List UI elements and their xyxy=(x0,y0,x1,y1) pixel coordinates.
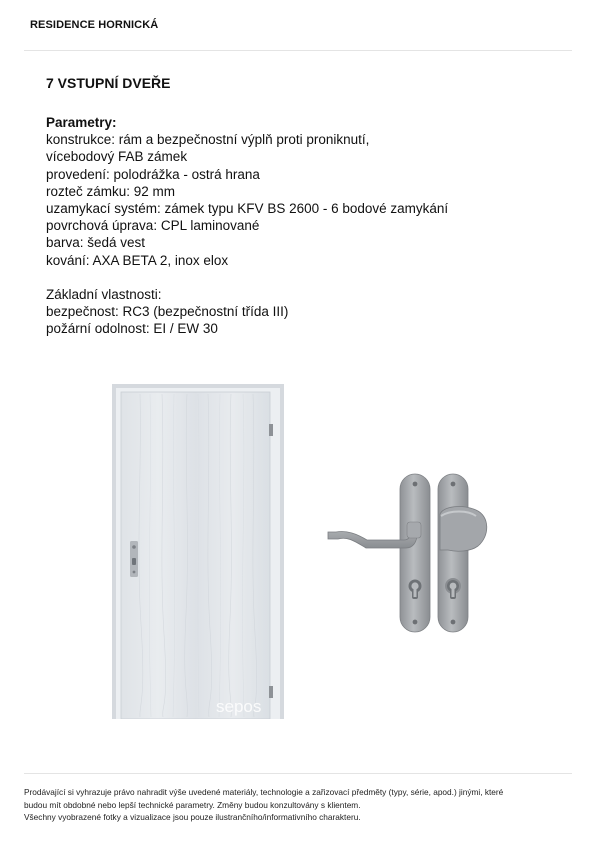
parameters-heading: Parametry: xyxy=(46,115,117,130)
door-watermark: sepos xyxy=(216,697,262,716)
parameter-line: povrchová úprava: CPL laminované xyxy=(46,218,260,234)
parameter-line: uzamykací systém: zámek typu KFV BS 2600 - 6 bodové zamykání xyxy=(46,201,449,217)
parameter-line: barva: šedá vest xyxy=(46,235,146,251)
section-title: 7 VSTUPNÍ DVEŘE xyxy=(46,75,171,91)
handle-plate-right xyxy=(438,474,468,632)
parameter-line: konstrukce: rám a bezpečnostní výplň proti proniknutí, xyxy=(46,132,370,148)
disclaimer-line: budou mít obdobné nebo lepší technické parametry. Změny budou konzultovány s klientem. xyxy=(24,799,361,810)
disclaimer-line: Prodávající si vyhrazuje právo nahradit výše uvedené materiály, technologie a zařizovací předměty (typy, série, apod.) jinými, které xyxy=(24,787,504,797)
properties-block xyxy=(46,286,288,338)
document-header-title: RESIDENCE HORNICKÁ xyxy=(30,19,159,31)
handle-plate-left xyxy=(400,474,430,632)
parameter-line: kování: AXA BETA 2, inox elox xyxy=(46,252,229,268)
door-hinge xyxy=(269,424,273,436)
parameter-line: rozteč zámku: 92 mm xyxy=(46,183,176,199)
header-divider xyxy=(24,50,572,51)
footer-disclaimer xyxy=(24,786,576,824)
parameter-line: provedení: polodrážka - ostrá hrana xyxy=(46,166,260,182)
property-line: požární odolnost: EI / EW 30 xyxy=(46,321,218,337)
disclaimer-line: Všechny vyobrazené fotky a vizualizace jsou pouze ilustrančního/informativního charakteru. xyxy=(24,812,361,823)
parameters-block xyxy=(46,114,448,269)
property-line: bezpečnost: RC3 (bezpečnostní třída III) xyxy=(46,304,289,320)
door-hinge xyxy=(269,686,273,698)
properties-heading: Základní vlastnosti: xyxy=(46,287,162,302)
door-handle-image xyxy=(320,470,500,635)
footer-divider xyxy=(24,773,572,774)
door-leaf xyxy=(121,392,270,719)
parameter-line: vícebodový FAB zámek xyxy=(46,149,188,165)
door-image xyxy=(110,384,286,719)
